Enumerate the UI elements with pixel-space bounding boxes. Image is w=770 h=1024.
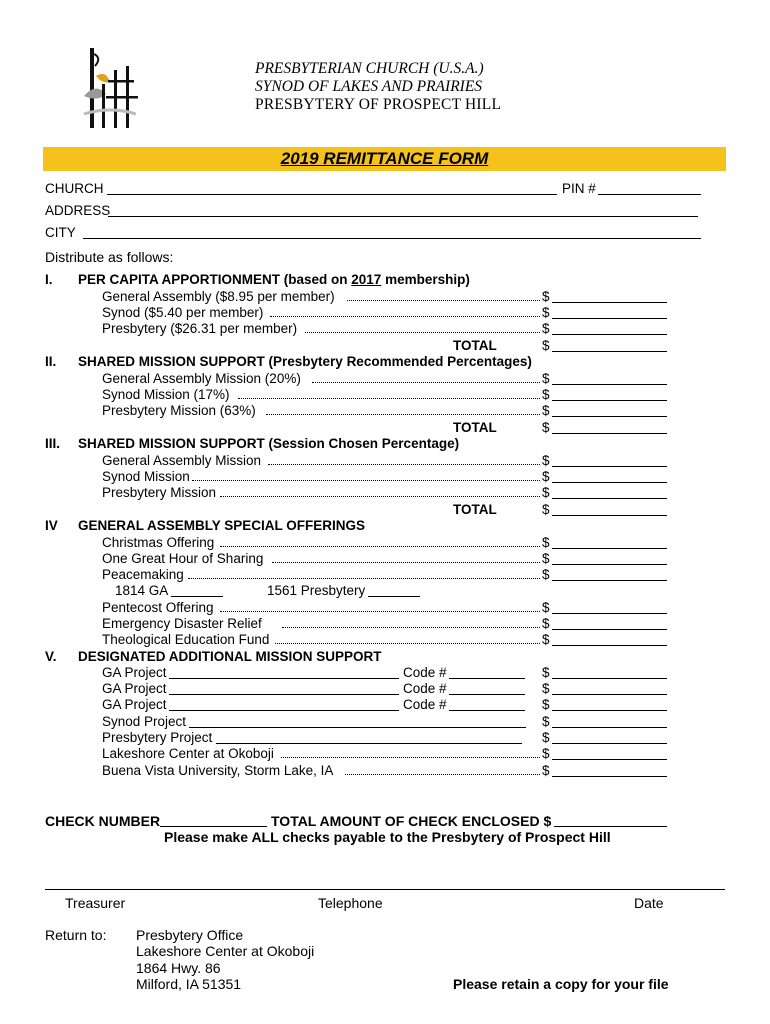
return-label: Return to: [45,927,107,943]
dollar-sign: $ [542,567,550,582]
address-label: ADDRESS [45,203,111,218]
amount-field[interactable] [552,498,667,499]
item-lakeshore-center: Lakeshore Center at Okoboji [102,746,274,761]
dollar-sign: $ [542,321,550,336]
synod-project-label: Synod Project [102,714,187,729]
item-synod-per-capita: Synod ($5.40 per member) [102,305,264,320]
code-label: Code # [403,697,447,712]
amount-field[interactable] [552,694,667,695]
total-field[interactable] [552,433,667,434]
total-label: TOTAL [453,502,497,517]
ga-project-field[interactable] [169,694,399,695]
form-title: 2019 REMITTANCE FORM [280,149,489,168]
presbytery-project-label: Presbytery Project [102,730,213,745]
amount-field[interactable] [552,548,667,549]
presbytery-logo [80,44,142,130]
dollar-sign: $ [542,453,550,468]
leader [312,382,540,383]
dollar-sign: $ [542,371,550,386]
dollar-sign: $ [542,289,550,304]
dollar-sign: $ [542,632,550,647]
section-5-number: V. [45,649,57,664]
leader [345,774,540,775]
check-total-field[interactable] [554,826,667,827]
ga-project-field[interactable] [169,678,399,679]
city-label: CITY [45,225,76,240]
leader [266,414,540,415]
leader [305,332,540,333]
amount-field[interactable] [552,318,667,319]
item-theological-education-fund: Theological Education Fund [102,632,270,647]
amount-field[interactable] [552,613,667,614]
church-field[interactable] [107,194,557,195]
code-field[interactable] [449,710,525,711]
item-one-great-hour: One Great Hour of Sharing [102,551,264,566]
code-field[interactable] [449,678,525,679]
amount-field[interactable] [552,384,667,385]
check-total-label: TOTAL AMOUNT OF CHECK ENCLOSED $ [271,813,552,829]
section-2-number: II. [45,354,57,369]
telephone-label: Telephone [318,895,383,911]
amount-field[interactable] [552,645,667,646]
section-5-heading: DESIGNATED ADDITIONAL MISSION SUPPORT [78,649,382,664]
ga-project-label: GA Project [102,665,167,680]
return-line-3: 1864 Hwy. 86 [136,960,221,976]
item-ga-mission-20: General Assembly Mission (20%) [102,371,301,386]
church-label: CHURCH [45,181,104,196]
address-field[interactable] [108,216,698,217]
amount-field[interactable] [552,466,667,467]
item-ga-mission: General Assembly Mission [102,453,262,468]
dollar-sign: $ [542,665,550,680]
total-field[interactable] [552,515,667,516]
amount-field[interactable] [552,743,667,744]
leader [220,611,540,612]
item-ga-per-capita: General Assembly ($8.95 per member) [102,289,335,304]
item-synod-mission: Synod Mission [102,469,190,484]
dollar-sign: $ [542,551,550,566]
amount-field[interactable] [552,759,667,760]
dollar-sign: $ [542,420,550,435]
check-number-field[interactable] [160,826,267,827]
leader [270,316,540,317]
retain-copy-note: Please retain a copy for your file [453,976,669,992]
item-presbytery-per-capita: Presbytery ($26.31 per member) [102,321,298,336]
section-3-number: III. [45,436,61,451]
split-ga-field[interactable] [171,596,223,597]
leader [272,562,540,563]
amount-field[interactable] [552,580,667,581]
section-3-heading: SHARED MISSION SUPPORT (Session Chosen Percentage) [78,436,460,451]
dollar-sign: $ [542,681,550,696]
item-peacemaking: Peacemaking [102,567,184,582]
city-field[interactable] [83,238,701,239]
amount-field[interactable] [552,482,667,483]
return-line-2: Lakeshore Center at Okoboji [136,943,315,959]
ga-project-field[interactable] [169,710,399,711]
dollar-sign: $ [542,616,550,631]
total-label: TOTAL [453,338,497,353]
item-presbytery-mission-63: Presbytery Mission (63%) [102,403,256,418]
item-synod-mission-17: Synod Mission (17%) [102,387,230,402]
amount-field[interactable] [552,727,667,728]
section-2-heading: SHARED MISSION SUPPORT (Presbytery Recommended Percentages) [78,354,532,369]
dollar-sign: $ [542,387,550,402]
dollar-sign: $ [542,746,550,761]
item-buena-vista: Buena Vista University, Storm Lake, IA [102,763,334,778]
distribute-label: Distribute as follows: [45,249,174,265]
dollar-sign: $ [542,403,550,418]
dollar-sign: $ [542,730,550,745]
date-label: Date [634,895,664,911]
section-4-heading: GENERAL ASSEMBLY SPECIAL OFFERINGS [78,518,366,533]
split-presbytery-field[interactable] [368,596,420,597]
dollar-sign: $ [542,485,550,500]
return-line-4: Milford, IA 51351 [136,976,242,992]
item-emergency-disaster-relief: Emergency Disaster Relief [102,616,262,631]
dollar-sign: $ [542,469,550,484]
title-banner [43,147,726,171]
header-synod: SYNOD OF LAKES AND PRAIRIES [255,78,483,95]
dollar-sign: $ [542,535,550,550]
dollar-sign: $ [542,714,550,729]
ga-project-label: GA Project [102,697,167,712]
leader [281,757,540,758]
pin-label: PIN # [562,181,596,196]
amount-field[interactable] [552,629,667,630]
dollar-sign: $ [542,338,550,353]
leader [238,398,540,399]
item-christmas-offering: Christmas Offering [102,535,215,550]
split-presbytery-label: 1561 Presbytery [267,583,366,598]
leader [192,480,540,481]
leader [188,578,540,579]
amount-field[interactable] [552,416,667,417]
leader [275,643,540,644]
amount-field[interactable] [552,776,667,777]
section-1-number: I. [45,272,53,287]
amount-field[interactable] [552,678,667,679]
signature-line[interactable] [45,889,725,890]
dollar-sign: $ [542,763,550,778]
synod-project-field[interactable] [189,727,526,728]
dollar-sign: $ [542,697,550,712]
dollar-sign: $ [542,600,550,615]
section-4-number: IV [45,518,58,533]
return-line-1: Presbytery Office [136,927,244,943]
dollar-sign: $ [542,502,550,517]
dollar-sign: $ [542,305,550,320]
payable-note: Please make ALL checks payable to the Presbytery of Prospect Hill [164,829,611,845]
split-ga-label: 1814 GA [115,583,169,598]
amount-field[interactable] [552,400,667,401]
leader [282,627,540,628]
amount-field[interactable] [552,334,667,335]
ga-project-label: GA Project [102,681,167,696]
code-label: Code # [403,681,447,696]
check-number-label: CHECK NUMBER [45,813,161,829]
amount-field[interactable] [552,710,667,711]
total-label: TOTAL [453,420,497,435]
amount-field[interactable] [552,302,667,303]
item-pentecost-offering: Pentecost Offering [102,600,214,615]
leader [220,496,540,497]
leader [268,464,540,465]
header-presbytery: PRESBYTERY OF PROSPECT HILL [255,96,502,113]
presbytery-project-field[interactable] [216,743,522,744]
leader [347,300,540,301]
total-field[interactable] [552,351,667,352]
leader [220,546,540,547]
pin-field[interactable] [598,194,701,195]
amount-field[interactable] [552,564,667,565]
code-label: Code # [403,665,447,680]
item-presbytery-mission: Presbytery Mission [102,485,217,500]
treasurer-label: Treasurer [65,895,126,911]
header-church: PRESBYTERIAN CHURCH (U.S.A.) [255,60,484,77]
code-field[interactable] [449,694,525,695]
section-1-heading: PER CAPITA APPORTIONMENT (based on 2017 membership) [78,272,470,287]
